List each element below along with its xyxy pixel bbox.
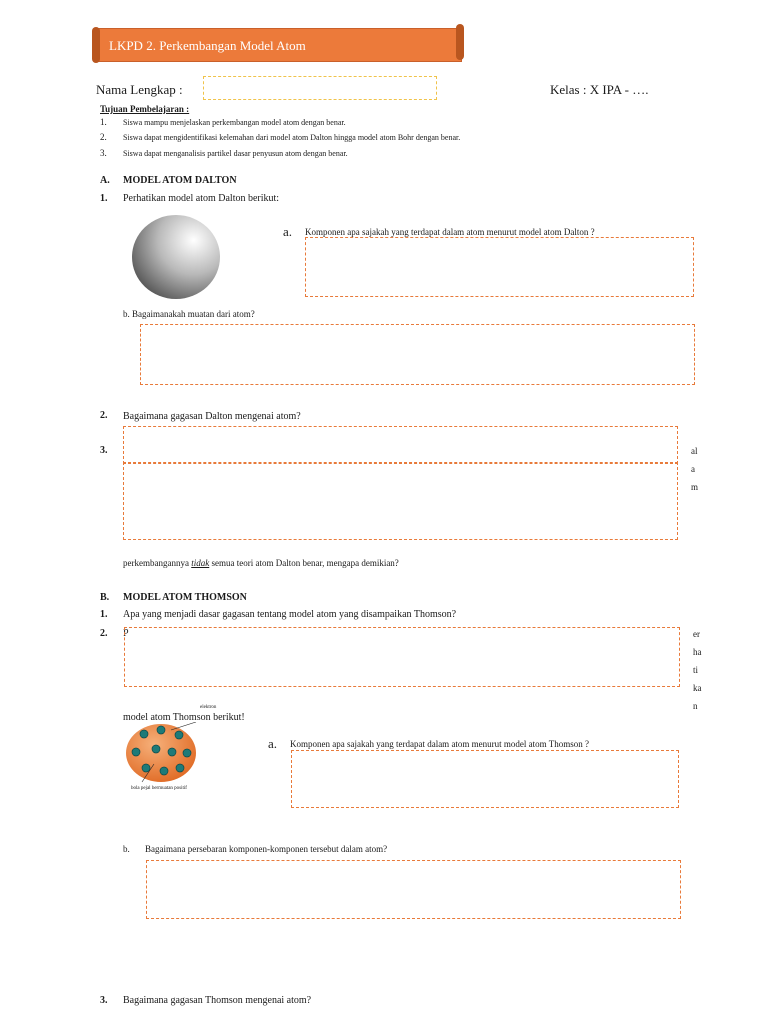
answer-box[interactable] [291, 750, 679, 808]
section-a-letter: A. [100, 175, 110, 186]
thomson-atom-image [124, 722, 199, 784]
answer-box[interactable] [140, 324, 695, 385]
objectives-heading: Tujuan Pembelajaran : [100, 104, 190, 114]
answer-box[interactable] [123, 426, 678, 464]
class-label: Kelas : X IPA - …. [550, 82, 649, 97]
name-input[interactable] [203, 76, 437, 100]
answer-box[interactable] [146, 860, 681, 919]
side-text: er ha ti ka n [693, 629, 702, 711]
section-b-letter: B. [100, 592, 110, 603]
question-number: 2. [100, 628, 108, 639]
answer-box[interactable] [124, 627, 680, 687]
name-label: Nama Lengkap : [96, 82, 183, 97]
objective-num: 1. [100, 117, 107, 127]
objective-text: Siswa dapat menganalisis partikel dasar penyusun atom dengan benar. [123, 149, 348, 158]
sub-question-text: Komponen apa sajakah yang terdapat dalam atom menurut model atom Dalton ? [305, 227, 595, 237]
side-text: al a m [691, 446, 699, 492]
section-a-title: MODEL ATOM DALTON [123, 175, 237, 186]
sub-question-letter: b. [123, 844, 130, 854]
section-b-title: MODEL ATOM THOMSON [123, 592, 247, 603]
question-text: perkembangannya tidak semua teori atom Dalton benar, mengapa demikian? [123, 558, 399, 568]
question-text: Bagaimana gagasan Thomson mengenai atom? [123, 995, 312, 1006]
sub-question-text: b. Bagaimanakah muatan dari atom? [123, 309, 255, 319]
objective-text: Siswa dapat mengidentifikasi kelemahan dari model atom Dalton hingga model atom Bohr dengan benar. [123, 133, 461, 142]
sub-question-letter: a. [268, 736, 278, 751]
question-lead: P [123, 628, 129, 639]
title-banner [96, 28, 462, 62]
banner-curl-left [92, 27, 100, 63]
question-number: 3. [100, 445, 108, 456]
page-title: LKPD 2. Perkembangan Model Atom [109, 38, 306, 53]
question-number: 1. [100, 609, 108, 620]
answer-box[interactable] [123, 462, 678, 540]
objective-num: 2. [100, 132, 107, 142]
question-text: Perhatikan model atom Dalton berikut: [123, 193, 280, 204]
answer-box[interactable] [305, 237, 694, 297]
objective-num: 3. [100, 148, 107, 158]
question-number: 3. [100, 995, 108, 1006]
question-text: model atom Thomson berikut! [123, 712, 245, 723]
sub-question-letter: a. [283, 224, 293, 239]
question-number: 2. [100, 410, 108, 421]
figure-label-sphere: bola pejal bermuatan positif [131, 786, 187, 791]
banner-curl-right [456, 24, 464, 60]
question-number: 1. [100, 193, 108, 204]
question-text: Apa yang menjadi dasar gagasan tentang model atom yang disampaikan Thomson? [123, 609, 457, 620]
sub-question-text: Komponen apa sajakah yang terdapat dalam atom menurut model atom Thomson ? [290, 739, 589, 749]
objective-text: Siswa mampu menjelaskan perkembangan model atom dengan benar. [123, 118, 346, 127]
figure-label-electron: elektron [200, 705, 217, 710]
sub-question-text: Bagaimana persebaran komponen-komponen tersebut dalam atom? [145, 844, 388, 854]
question-text: Bagaimana gagasan Dalton mengenai atom? [123, 411, 301, 422]
dalton-sphere-image [128, 212, 224, 302]
